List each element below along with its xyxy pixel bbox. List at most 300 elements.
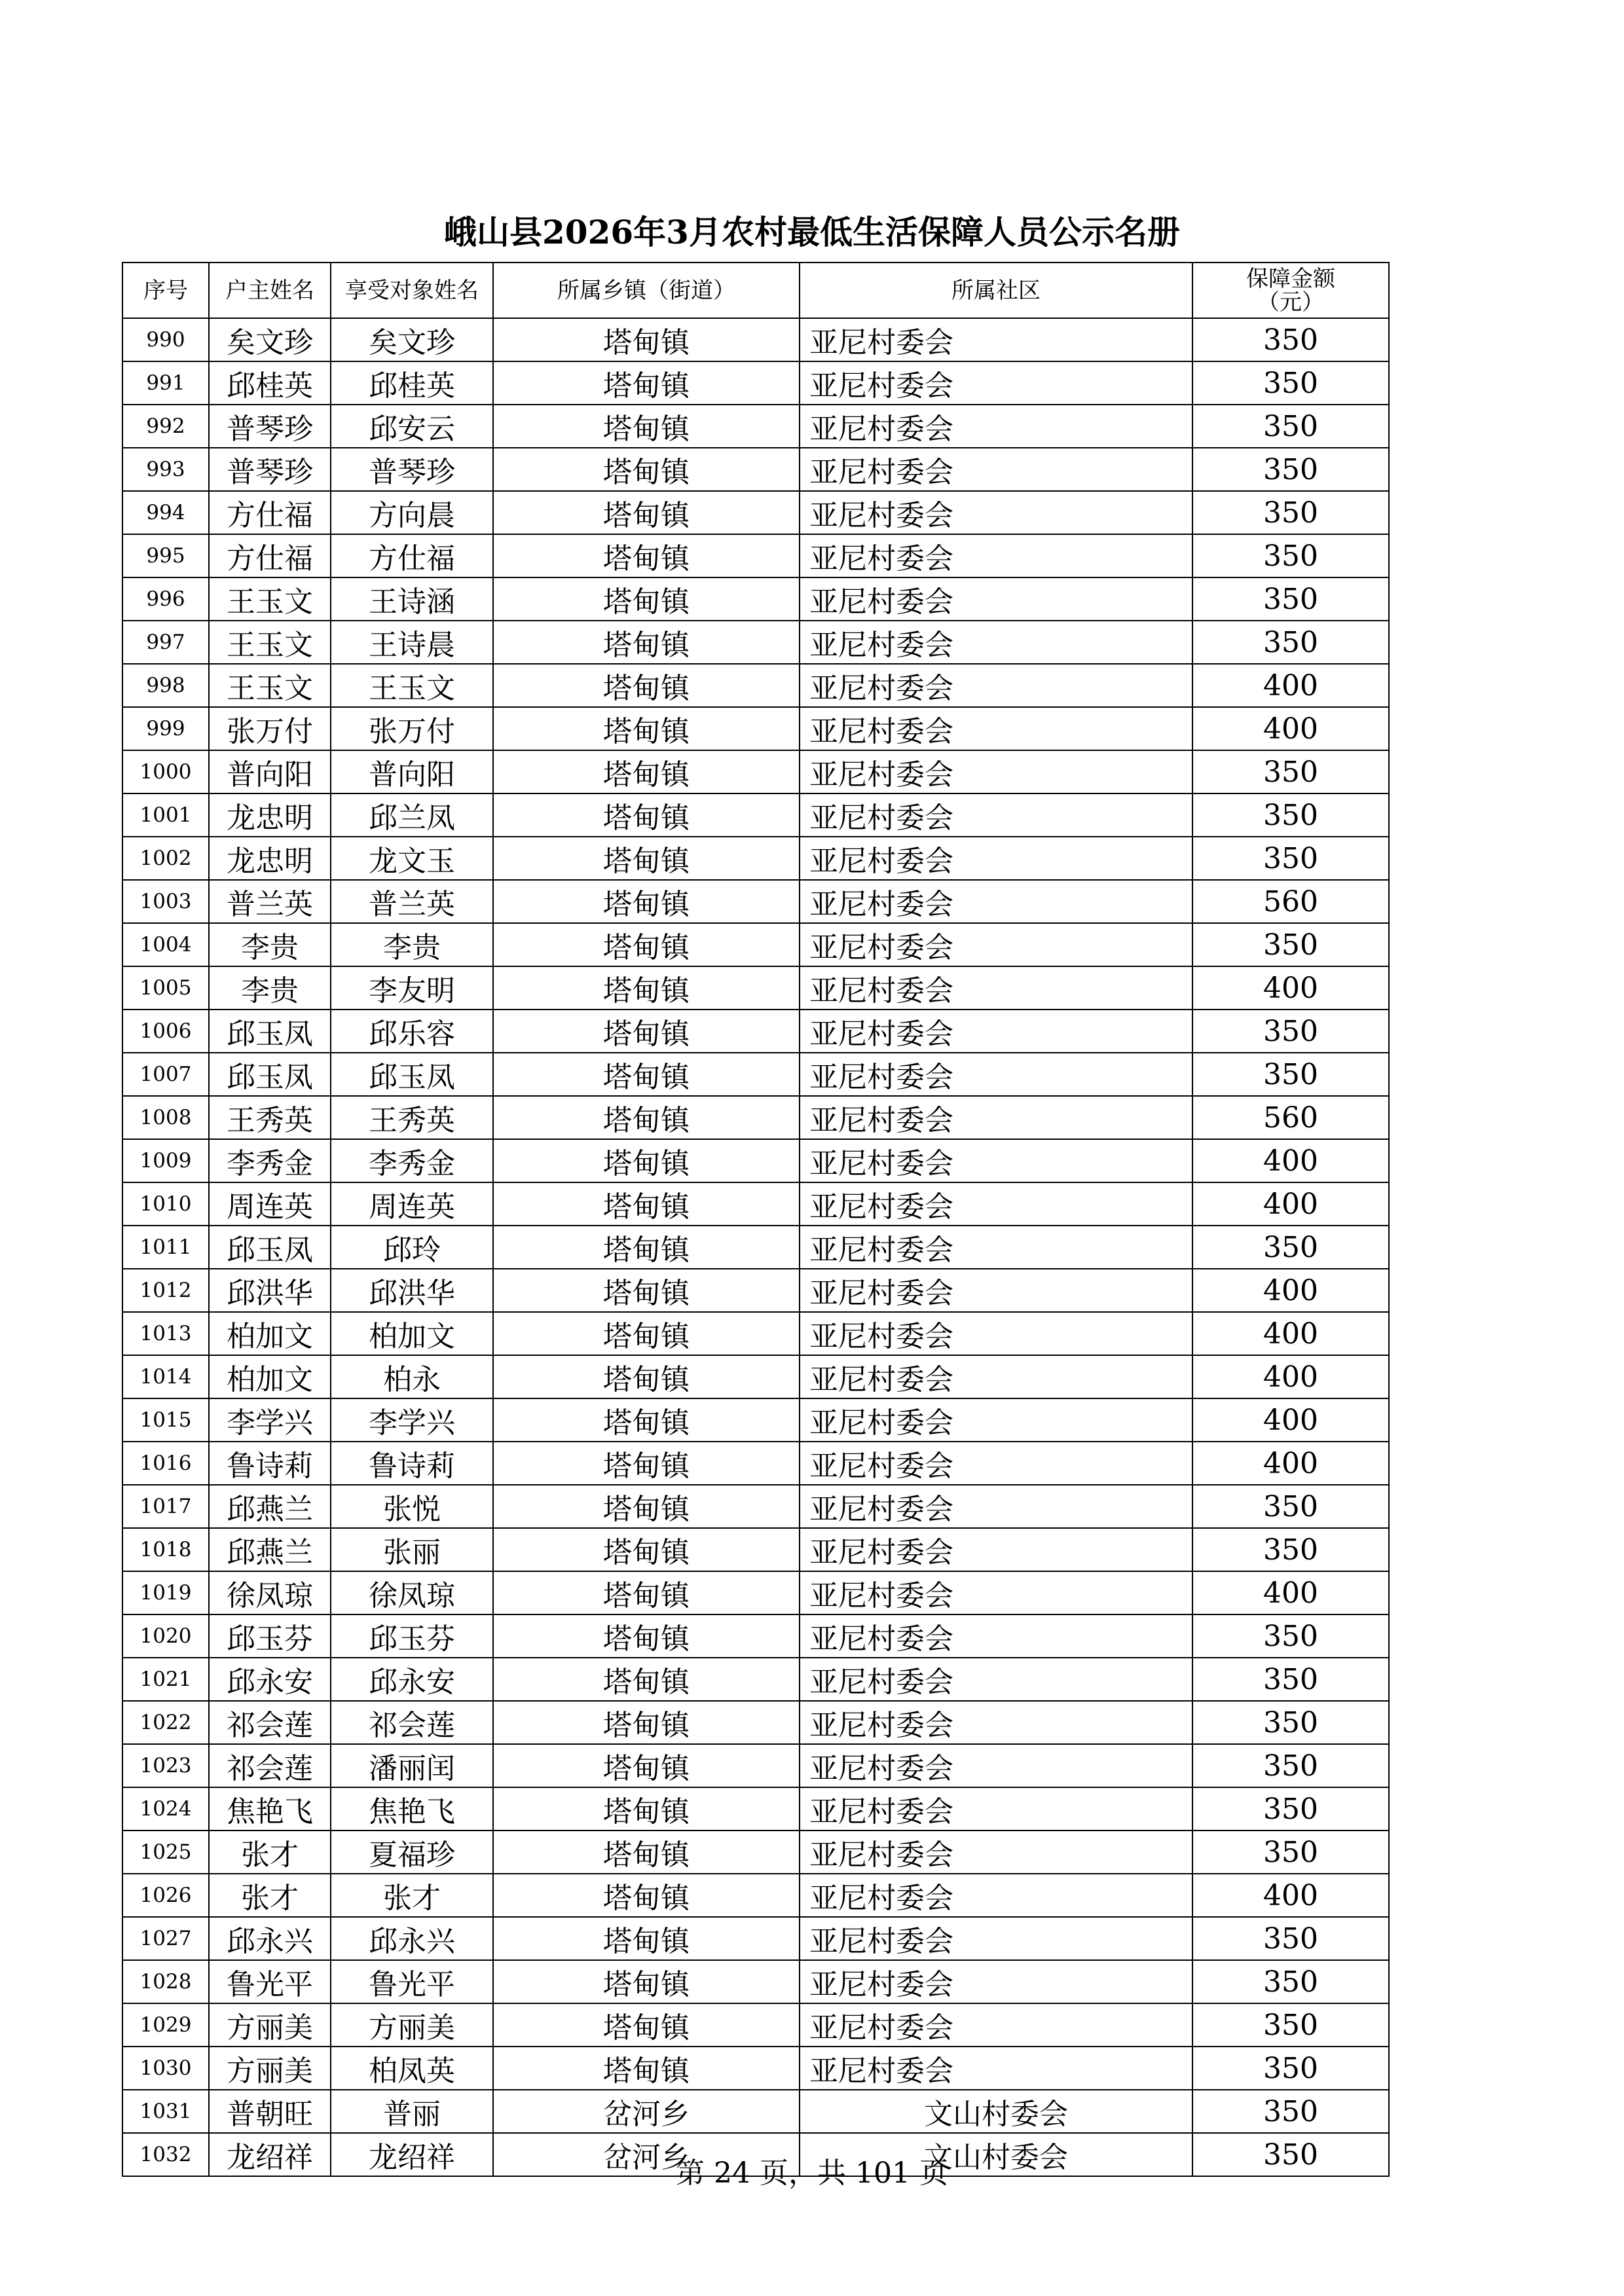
table-row <box>122 491 1389 534</box>
header-township: 所属乡镇（街道） <box>493 263 800 318</box>
cell-seq: 1013 <box>122 1312 209 1355</box>
cell-community: 亚尼村委会 <box>800 966 1192 1010</box>
table-row <box>122 966 1389 1010</box>
cell-community: 亚尼村委会 <box>800 1485 1192 1528</box>
cell-beneficiary: 邱兰凤 <box>331 793 493 837</box>
cell-amount: 400 <box>1192 1874 1389 1917</box>
cell-community: 亚尼村委会 <box>800 448 1192 491</box>
cell-seq: 1031 <box>122 2090 209 2133</box>
cell-community: 亚尼村委会 <box>800 2047 1192 2090</box>
cell-township: 塔甸镇 <box>493 1010 800 1053</box>
cell-seq: 1006 <box>122 1010 209 1053</box>
cell-township: 塔甸镇 <box>493 1528 800 1571</box>
cell-township: 塔甸镇 <box>493 1182 800 1226</box>
cell-community: 亚尼村委会 <box>800 793 1192 837</box>
cell-seq: 992 <box>122 405 209 448</box>
cell-township: 塔甸镇 <box>493 1442 800 1485</box>
table-row <box>122 2047 1389 2090</box>
cell-amount: 350 <box>1192 621 1389 664</box>
cell-community: 亚尼村委会 <box>800 621 1192 664</box>
cell-township: 塔甸镇 <box>493 621 800 664</box>
cell-township: 塔甸镇 <box>493 1312 800 1355</box>
cell-beneficiary: 矣文珍 <box>331 318 493 361</box>
table-row <box>122 2003 1389 2047</box>
cell-householder: 周连英 <box>209 1182 331 1226</box>
table-row <box>122 405 1389 448</box>
cell-community: 亚尼村委会 <box>800 1744 1192 1787</box>
cell-seq: 994 <box>122 491 209 534</box>
cell-township: 塔甸镇 <box>493 1831 800 1874</box>
cell-beneficiary: 周连英 <box>331 1182 493 1226</box>
table-row <box>122 448 1389 491</box>
cell-township: 塔甸镇 <box>493 880 800 923</box>
cell-beneficiary: 邱洪华 <box>331 1269 493 1312</box>
cell-community: 亚尼村委会 <box>800 1269 1192 1312</box>
table-row <box>122 1658 1389 1701</box>
cell-householder: 张万付 <box>209 707 331 750</box>
table-row <box>122 1571 1389 1614</box>
cell-amount: 350 <box>1192 1917 1389 1960</box>
cell-beneficiary: 邱玉凤 <box>331 1053 493 1096</box>
cell-beneficiary: 普向阳 <box>331 750 493 793</box>
cell-seq: 1015 <box>122 1398 209 1442</box>
cell-seq: 997 <box>122 621 209 664</box>
cell-township: 塔甸镇 <box>493 2047 800 2090</box>
cell-householder: 龙忠明 <box>209 837 331 880</box>
cell-beneficiary: 邱永兴 <box>331 1917 493 1960</box>
cell-seq: 1019 <box>122 1571 209 1614</box>
cell-householder: 祁会莲 <box>209 1744 331 1787</box>
cell-householder: 方仕福 <box>209 534 331 577</box>
cell-householder: 邱玉芬 <box>209 1614 331 1658</box>
cell-beneficiary: 柏加文 <box>331 1312 493 1355</box>
cell-beneficiary: 普兰英 <box>331 880 493 923</box>
cell-amount: 350 <box>1192 361 1389 405</box>
cell-seq: 1028 <box>122 1960 209 2003</box>
table-row <box>122 1182 1389 1226</box>
cell-community: 亚尼村委会 <box>800 1917 1192 1960</box>
cell-township: 塔甸镇 <box>493 405 800 448</box>
cell-householder: 普琴珍 <box>209 405 331 448</box>
cell-householder: 李贵 <box>209 966 331 1010</box>
cell-amount: 350 <box>1192 1744 1389 1787</box>
cell-seq: 1010 <box>122 1182 209 1226</box>
cell-householder: 方丽美 <box>209 2047 331 2090</box>
cell-community: 亚尼村委会 <box>800 1182 1192 1226</box>
table-row <box>122 1874 1389 1917</box>
cell-householder: 普向阳 <box>209 750 331 793</box>
table-row <box>122 1053 1389 1096</box>
table-row <box>122 837 1389 880</box>
cell-beneficiary: 龙文玉 <box>331 837 493 880</box>
table-row <box>122 1226 1389 1269</box>
cell-community: 亚尼村委会 <box>800 1571 1192 1614</box>
cell-township: 塔甸镇 <box>493 1398 800 1442</box>
cell-township: 塔甸镇 <box>493 1571 800 1614</box>
table-row <box>122 1096 1389 1139</box>
cell-amount: 400 <box>1192 664 1389 707</box>
cell-beneficiary: 邱安云 <box>331 405 493 448</box>
cell-community: 亚尼村委会 <box>800 1960 1192 2003</box>
cell-community: 亚尼村委会 <box>800 1312 1192 1355</box>
cell-householder: 邱桂英 <box>209 361 331 405</box>
cell-township: 塔甸镇 <box>493 491 800 534</box>
cell-community: 亚尼村委会 <box>800 1787 1192 1831</box>
cell-seq: 1008 <box>122 1096 209 1139</box>
cell-householder: 方仕福 <box>209 491 331 534</box>
cell-seq: 990 <box>122 318 209 361</box>
cell-community: 亚尼村委会 <box>800 405 1192 448</box>
cell-amount: 350 <box>1192 1528 1389 1571</box>
header-seq: 序号 <box>122 263 209 318</box>
cell-amount: 350 <box>1192 837 1389 880</box>
cell-beneficiary: 李贵 <box>331 923 493 966</box>
cell-seq: 1005 <box>122 966 209 1010</box>
cell-community: 亚尼村委会 <box>800 1355 1192 1398</box>
cell-amount: 350 <box>1192 923 1389 966</box>
cell-householder: 焦艳飞 <box>209 1787 331 1831</box>
cell-householder: 邱燕兰 <box>209 1485 331 1528</box>
cell-householder: 柏加文 <box>209 1312 331 1355</box>
cell-householder: 祁会莲 <box>209 1701 331 1744</box>
cell-community: 亚尼村委会 <box>800 534 1192 577</box>
cell-community: 亚尼村委会 <box>800 880 1192 923</box>
cell-township: 塔甸镇 <box>493 1269 800 1312</box>
table-row <box>122 577 1389 621</box>
cell-seq: 1030 <box>122 2047 209 2090</box>
cell-amount: 350 <box>1192 1010 1389 1053</box>
cell-householder: 邱玉凤 <box>209 1010 331 1053</box>
cell-community: 亚尼村委会 <box>800 837 1192 880</box>
cell-householder: 邱永安 <box>209 1658 331 1701</box>
cell-seq: 1024 <box>122 1787 209 1831</box>
cell-community: 亚尼村委会 <box>800 1874 1192 1917</box>
cell-amount: 350 <box>1192 1614 1389 1658</box>
table-row <box>122 1139 1389 1182</box>
cell-amount: 400 <box>1192 1571 1389 1614</box>
table-row <box>122 1787 1389 1831</box>
cell-amount: 350 <box>1192 2133 1389 2176</box>
cell-seq: 999 <box>122 707 209 750</box>
cell-beneficiary: 李秀金 <box>331 1139 493 1182</box>
cell-seq: 1023 <box>122 1744 209 1787</box>
cell-beneficiary: 张悦 <box>331 1485 493 1528</box>
table-row <box>122 707 1389 750</box>
cell-householder: 李学兴 <box>209 1398 331 1442</box>
cell-amount: 350 <box>1192 318 1389 361</box>
cell-township: 塔甸镇 <box>493 707 800 750</box>
table-row <box>122 1269 1389 1312</box>
cell-beneficiary: 鲁诗莉 <box>331 1442 493 1485</box>
cell-community: 亚尼村委会 <box>800 1658 1192 1701</box>
cell-township: 塔甸镇 <box>493 837 800 880</box>
cell-beneficiary: 邱桂英 <box>331 361 493 405</box>
cell-beneficiary: 普丽 <box>331 2090 493 2133</box>
table-row <box>122 1701 1389 1744</box>
cell-community: 亚尼村委会 <box>800 1442 1192 1485</box>
cell-township: 岔河乡 <box>493 2133 800 2176</box>
table-row <box>122 1312 1389 1355</box>
cell-community: 亚尼村委会 <box>800 1096 1192 1139</box>
cell-beneficiary: 焦艳飞 <box>331 1787 493 1831</box>
cell-seq: 995 <box>122 534 209 577</box>
cell-householder: 鲁诗莉 <box>209 1442 331 1485</box>
cell-beneficiary: 邱永安 <box>331 1658 493 1701</box>
cell-seq: 1003 <box>122 880 209 923</box>
cell-township: 塔甸镇 <box>493 1874 800 1917</box>
cell-amount: 560 <box>1192 880 1389 923</box>
cell-seq: 1020 <box>122 1614 209 1658</box>
cell-community: 亚尼村委会 <box>800 491 1192 534</box>
cell-householder: 张才 <box>209 1831 331 1874</box>
cell-seq: 1000 <box>122 750 209 793</box>
cell-amount: 350 <box>1192 2090 1389 2133</box>
cell-seq: 1018 <box>122 1528 209 1571</box>
cell-amount: 400 <box>1192 1442 1389 1485</box>
cell-seq: 1004 <box>122 923 209 966</box>
cell-beneficiary: 龙绍祥 <box>331 2133 493 2176</box>
cell-amount: 400 <box>1192 707 1389 750</box>
cell-township: 塔甸镇 <box>493 1096 800 1139</box>
cell-township: 塔甸镇 <box>493 1614 800 1658</box>
cell-township: 塔甸镇 <box>493 318 800 361</box>
cell-amount: 350 <box>1192 2003 1389 2047</box>
cell-amount: 350 <box>1192 1226 1389 1269</box>
cell-township: 塔甸镇 <box>493 534 800 577</box>
cell-beneficiary: 潘丽闰 <box>331 1744 493 1787</box>
cell-seq: 1021 <box>122 1658 209 1701</box>
cell-township: 塔甸镇 <box>493 1485 800 1528</box>
cell-beneficiary: 张才 <box>331 1874 493 1917</box>
cell-community: 亚尼村委会 <box>800 1614 1192 1658</box>
cell-township: 塔甸镇 <box>493 793 800 837</box>
header-amount <box>1192 263 1389 318</box>
cell-township: 塔甸镇 <box>493 1139 800 1182</box>
cell-seq: 1017 <box>122 1485 209 1528</box>
cell-beneficiary: 王诗涵 <box>331 577 493 621</box>
cell-beneficiary: 李友明 <box>331 966 493 1010</box>
cell-householder: 徐凤琼 <box>209 1571 331 1614</box>
cell-amount: 350 <box>1192 1831 1389 1874</box>
cell-amount: 350 <box>1192 750 1389 793</box>
cell-seq: 996 <box>122 577 209 621</box>
cell-householder: 龙绍祥 <box>209 2133 331 2176</box>
cell-amount: 350 <box>1192 1701 1389 1744</box>
table-body <box>122 318 1389 2176</box>
cell-householder: 李秀金 <box>209 1139 331 1182</box>
cell-township: 塔甸镇 <box>493 577 800 621</box>
table-row <box>122 1010 1389 1053</box>
cell-beneficiary: 张万付 <box>331 707 493 750</box>
cell-seq: 1032 <box>122 2133 209 2176</box>
cell-beneficiary: 鲁光平 <box>331 1960 493 2003</box>
table-row <box>122 793 1389 837</box>
table-row <box>122 1485 1389 1528</box>
cell-community: 亚尼村委会 <box>800 1010 1192 1053</box>
roster-table <box>122 262 1390 2177</box>
cell-township: 塔甸镇 <box>493 1787 800 1831</box>
cell-householder: 王玉文 <box>209 577 331 621</box>
header-community: 所属社区 <box>800 263 1192 318</box>
cell-community: 亚尼村委会 <box>800 1701 1192 1744</box>
cell-amount: 350 <box>1192 491 1389 534</box>
cell-seq: 1012 <box>122 1269 209 1312</box>
cell-township: 塔甸镇 <box>493 750 800 793</box>
cell-township: 塔甸镇 <box>493 361 800 405</box>
cell-seq: 991 <box>122 361 209 405</box>
cell-beneficiary: 柏永 <box>331 1355 493 1398</box>
cell-householder: 王玉文 <box>209 621 331 664</box>
cell-township: 岔河乡 <box>493 2090 800 2133</box>
cell-amount: 350 <box>1192 1658 1389 1701</box>
cell-beneficiary: 柏凤英 <box>331 2047 493 2090</box>
cell-beneficiary: 祁会莲 <box>331 1701 493 1744</box>
cell-householder: 方丽美 <box>209 2003 331 2047</box>
cell-amount: 400 <box>1192 1139 1389 1182</box>
cell-community: 亚尼村委会 <box>800 318 1192 361</box>
cell-township: 塔甸镇 <box>493 2003 800 2047</box>
cell-householder: 李贵 <box>209 923 331 966</box>
cell-beneficiary: 普琴珍 <box>331 448 493 491</box>
table-header-row <box>122 263 1389 318</box>
cell-seq: 1027 <box>122 1917 209 1960</box>
cell-amount: 400 <box>1192 1355 1389 1398</box>
cell-seq: 993 <box>122 448 209 491</box>
cell-householder: 邱玉凤 <box>209 1226 331 1269</box>
cell-amount: 350 <box>1192 1787 1389 1831</box>
cell-seq: 1009 <box>122 1139 209 1182</box>
cell-seq: 1025 <box>122 1831 209 1874</box>
cell-beneficiary: 方仕福 <box>331 534 493 577</box>
header-beneficiary: 享受对象姓名 <box>331 263 493 318</box>
cell-community: 文山村委会 <box>800 2133 1192 2176</box>
table-row <box>122 1831 1389 1874</box>
cell-beneficiary: 王玉文 <box>331 664 493 707</box>
cell-township: 塔甸镇 <box>493 1053 800 1096</box>
cell-seq: 1014 <box>122 1355 209 1398</box>
cell-householder: 矣文珍 <box>209 318 331 361</box>
cell-beneficiary: 徐凤琼 <box>331 1571 493 1614</box>
cell-amount: 350 <box>1192 448 1389 491</box>
cell-householder: 邱洪华 <box>209 1269 331 1312</box>
table-row <box>122 1355 1389 1398</box>
cell-township: 塔甸镇 <box>493 1917 800 1960</box>
cell-seq: 998 <box>122 664 209 707</box>
table-row <box>122 664 1389 707</box>
cell-township: 塔甸镇 <box>493 448 800 491</box>
cell-township: 塔甸镇 <box>493 1701 800 1744</box>
cell-amount: 400 <box>1192 1269 1389 1312</box>
table-row <box>122 750 1389 793</box>
cell-community: 亚尼村委会 <box>800 2003 1192 2047</box>
cell-householder: 柏加文 <box>209 1355 331 1398</box>
cell-beneficiary: 邱玲 <box>331 1226 493 1269</box>
header-amount-line2: （元） <box>1257 289 1324 316</box>
cell-amount: 400 <box>1192 1182 1389 1226</box>
cell-seq: 1007 <box>122 1053 209 1096</box>
cell-township: 塔甸镇 <box>493 1658 800 1701</box>
table-row <box>122 2090 1389 2133</box>
cell-township: 塔甸镇 <box>493 966 800 1010</box>
cell-seq: 1026 <box>122 1874 209 1917</box>
cell-householder: 邱燕兰 <box>209 1528 331 1571</box>
cell-township: 塔甸镇 <box>493 1960 800 2003</box>
cell-amount: 560 <box>1192 1096 1389 1139</box>
cell-community: 亚尼村委会 <box>800 750 1192 793</box>
cell-householder: 龙忠明 <box>209 793 331 837</box>
header-householder: 户主姓名 <box>209 263 331 318</box>
cell-township: 塔甸镇 <box>493 664 800 707</box>
cell-amount: 350 <box>1192 1485 1389 1528</box>
cell-beneficiary: 夏福珍 <box>331 1831 493 1874</box>
cell-householder: 普朝旺 <box>209 2090 331 2133</box>
cell-amount: 400 <box>1192 966 1389 1010</box>
cell-householder: 普琴珍 <box>209 448 331 491</box>
table-row <box>122 880 1389 923</box>
cell-community: 亚尼村委会 <box>800 923 1192 966</box>
cell-township: 塔甸镇 <box>493 1226 800 1269</box>
cell-township: 塔甸镇 <box>493 923 800 966</box>
cell-amount: 350 <box>1192 793 1389 837</box>
cell-householder: 张才 <box>209 1874 331 1917</box>
cell-beneficiary: 邱乐容 <box>331 1010 493 1053</box>
cell-amount: 350 <box>1192 1960 1389 2003</box>
cell-beneficiary: 方丽美 <box>331 2003 493 2047</box>
cell-township: 塔甸镇 <box>493 1744 800 1787</box>
cell-community: 亚尼村委会 <box>800 361 1192 405</box>
cell-householder: 邱玉凤 <box>209 1053 331 1096</box>
table-row <box>122 1528 1389 1571</box>
cell-amount: 350 <box>1192 405 1389 448</box>
cell-community: 文山村委会 <box>800 2090 1192 2133</box>
cell-amount: 350 <box>1192 577 1389 621</box>
cell-beneficiary: 邱玉芬 <box>331 1614 493 1658</box>
document-title: 峨山县2026年3月农村最低生活保障人员公示名册 <box>444 213 1180 251</box>
cell-householder: 邱永兴 <box>209 1917 331 1960</box>
cell-householder: 鲁光平 <box>209 1960 331 2003</box>
cell-amount: 350 <box>1192 1053 1389 1096</box>
cell-beneficiary: 王诗晨 <box>331 621 493 664</box>
table-row <box>122 1398 1389 1442</box>
cell-community: 亚尼村委会 <box>800 1139 1192 1182</box>
cell-community: 亚尼村委会 <box>800 707 1192 750</box>
cell-seq: 1001 <box>122 793 209 837</box>
cell-township: 塔甸镇 <box>493 1355 800 1398</box>
cell-householder: 王玉文 <box>209 664 331 707</box>
cell-seq: 1022 <box>122 1701 209 1744</box>
cell-householder: 王秀英 <box>209 1096 331 1139</box>
cell-beneficiary: 张丽 <box>331 1528 493 1571</box>
cell-seq: 1011 <box>122 1226 209 1269</box>
cell-community: 亚尼村委会 <box>800 1226 1192 1269</box>
table-row <box>122 1442 1389 1485</box>
cell-community: 亚尼村委会 <box>800 1398 1192 1442</box>
table-row <box>122 1614 1389 1658</box>
cell-community: 亚尼村委会 <box>800 1053 1192 1096</box>
cell-community: 亚尼村委会 <box>800 664 1192 707</box>
cell-beneficiary: 李学兴 <box>331 1398 493 1442</box>
table-row <box>122 1744 1389 1787</box>
cell-householder: 普兰英 <box>209 880 331 923</box>
cell-seq: 1016 <box>122 1442 209 1485</box>
table-row <box>122 534 1389 577</box>
table-row <box>122 1917 1389 1960</box>
cell-beneficiary: 王秀英 <box>331 1096 493 1139</box>
cell-community: 亚尼村委会 <box>800 1528 1192 1571</box>
cell-amount: 350 <box>1192 534 1389 577</box>
table-row <box>122 621 1389 664</box>
cell-amount: 350 <box>1192 2047 1389 2090</box>
